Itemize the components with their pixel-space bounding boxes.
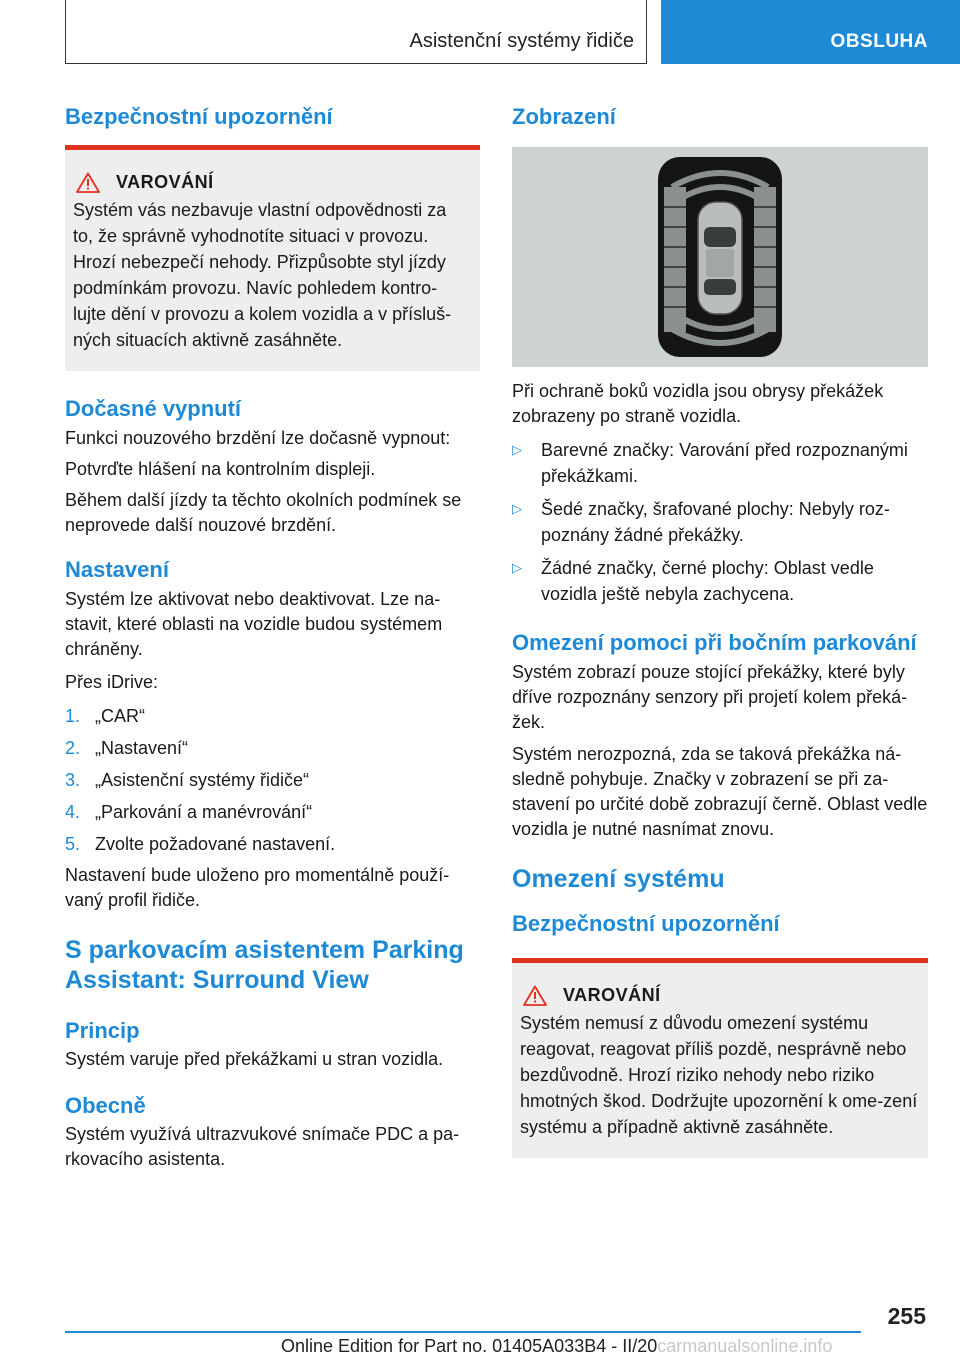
settings-paragraph-2: Přes iDrive: (65, 672, 159, 692)
list-item (65, 768, 480, 793)
footer-edition-text: Online Edition for Part no. 01405A033B4 - II/20 (281, 1336, 658, 1356)
temp-disable-paragraph-1: Funkci nouzového brzdění lze dočasně vypnout: (65, 428, 451, 448)
page-number: 255 (887, 1303, 926, 1329)
footer-edition (281, 1336, 832, 1357)
header-chapter-tab: OBSLUHA (661, 0, 960, 64)
step-number: 2. (65, 738, 81, 758)
settings-paragraph-3: Nastavení bude uloženo pro momentálně použí-vaný profil řidiče. (65, 865, 450, 910)
settings-paragraph-1: Systém lze aktivovat nebo deaktivovat. Lze na-stavit, které oblasti na vozidle budou systémem chráněny. (65, 589, 443, 659)
list-item (65, 800, 480, 825)
triangle-bullet-icon: ▷ (512, 501, 522, 516)
car-top-view-icon (512, 147, 928, 367)
list-item (65, 832, 480, 857)
warning-box-2 (512, 958, 928, 1158)
settings-steps-list (65, 704, 480, 857)
list-item (512, 437, 928, 489)
triangle-bullet-icon: ▷ (512, 560, 522, 575)
bullet-text: Barevné značky: Varování před rozpoznanými překážkami. (541, 440, 908, 486)
step-number: 1. (65, 706, 81, 726)
side-parking-limit-paragraph-2: Systém nerozpozná, zda se taková překážka ná-sledně pohybuje. Značky v zobrazení se při za-stavení po určité době zobrazují černě. Oblast vedle vozidla je nutné nasnímat znovu. (512, 744, 928, 839)
step-text: „Parkování a manévrování“ (95, 802, 313, 822)
footer-divider (65, 1331, 861, 1333)
bullet-text: Žádné značky, černé plochy: Oblast vedle vozidla ještě nebyla zachycena. (541, 558, 874, 604)
system-limits-heading: Omezení systému (512, 865, 725, 893)
parking-assistant-heading: S parkovacím asistentem Parking Assistant: Surround View (65, 936, 464, 994)
principle-paragraph: Systém varuje před překážkami u stran vozidla. (65, 1049, 444, 1069)
step-number: 5. (65, 834, 81, 854)
step-text: „Asistenční systémy řidiče“ (95, 770, 310, 790)
step-text: „CAR“ (95, 706, 145, 726)
general-heading: Obecně (65, 1093, 146, 1118)
display-legend-list (512, 437, 928, 607)
bullet-text: Šedé značky, šrafované plochy: Nebyly roz-poznány žádné překážky. (541, 499, 890, 545)
step-number: 3. (65, 770, 81, 790)
warning-text: Systém nemusí z důvodu omezení systému reagovat, reagovat příliš pozdě, nesprávně nebo bezdůvodně. Hrozí riziko nehody nebo riziko hmotných škod. Dodržujte upozornění k ome-zení systému a případně aktivně zasáhněte. (520, 1013, 918, 1137)
warning-box (65, 145, 480, 371)
general-paragraph: Systém využívá ultrazvukové snímače PDC a pa-rkovacího asistenta. (65, 1124, 460, 1169)
header-section-title: Asistenční systémy řidiče (409, 30, 634, 52)
temp-disable-paragraph-2: Potvrďte hlášení na kontrolním displeji. (65, 459, 376, 479)
warning-title-text: VAROVÁNÍ (563, 985, 661, 1005)
warning-title-text: VAROVÁNÍ (116, 172, 214, 192)
side-parking-limit-heading: Omezení pomoci při bočním parkování (512, 630, 917, 655)
surround-view-illustration (512, 147, 928, 367)
step-number: 4. (65, 802, 81, 822)
list-item (65, 736, 480, 761)
left-column (65, 100, 480, 1172)
warning-title (73, 172, 470, 193)
display-heading: Zobrazení (512, 104, 616, 129)
header-section-box (65, 0, 647, 64)
list-item (512, 496, 928, 548)
warning-triangle-icon (76, 172, 100, 193)
temp-disable-paragraph-3: Během další jízdy ta těchto okolních podmínek se neprovede další nouzové brzdění. (65, 490, 462, 535)
display-paragraph: Při ochraně boků vozidla jsou obrysy překážek zobrazeny po straně vozidla. (512, 381, 884, 426)
safety-notes-heading-2: Bezpečnostní upozornění (512, 911, 780, 936)
side-parking-limit-paragraph-1: Systém zobrazí pouze stojící překážky, které byly dříve rozpoznány senzory při projetí kolem překá-žek. (512, 662, 908, 732)
temp-disable-heading: Dočasné vypnutí (65, 396, 242, 421)
settings-heading: Nastavení (65, 557, 169, 582)
footer-watermark: carmanualsonline.info (657, 1336, 833, 1356)
warning-text: Systém vás nezbavuje vlastní odpovědnosti za to, že správně vyhodnotíte situaci v provozu. Hrozí nebezpečí nehody. Přizpůsobte styl jízdy podmínkám provozu. Navíc pohledem kontro-lujte dění v provozu a kolem vozidla a v přísluš-ných situacích aktivně zasáhněte. (73, 200, 452, 350)
step-text: Zvolte požadované nastavení. (95, 834, 336, 854)
triangle-bullet-icon: ▷ (512, 442, 522, 457)
list-item (65, 704, 480, 729)
warning-title (520, 985, 918, 1006)
warning-triangle-icon (523, 985, 547, 1006)
list-item (512, 555, 928, 607)
safety-notes-heading: Bezpečnostní upozornění (65, 104, 333, 129)
step-text: „Nastavení“ (95, 738, 189, 758)
principle-heading: Princip (65, 1018, 140, 1043)
right-column (512, 100, 928, 1158)
